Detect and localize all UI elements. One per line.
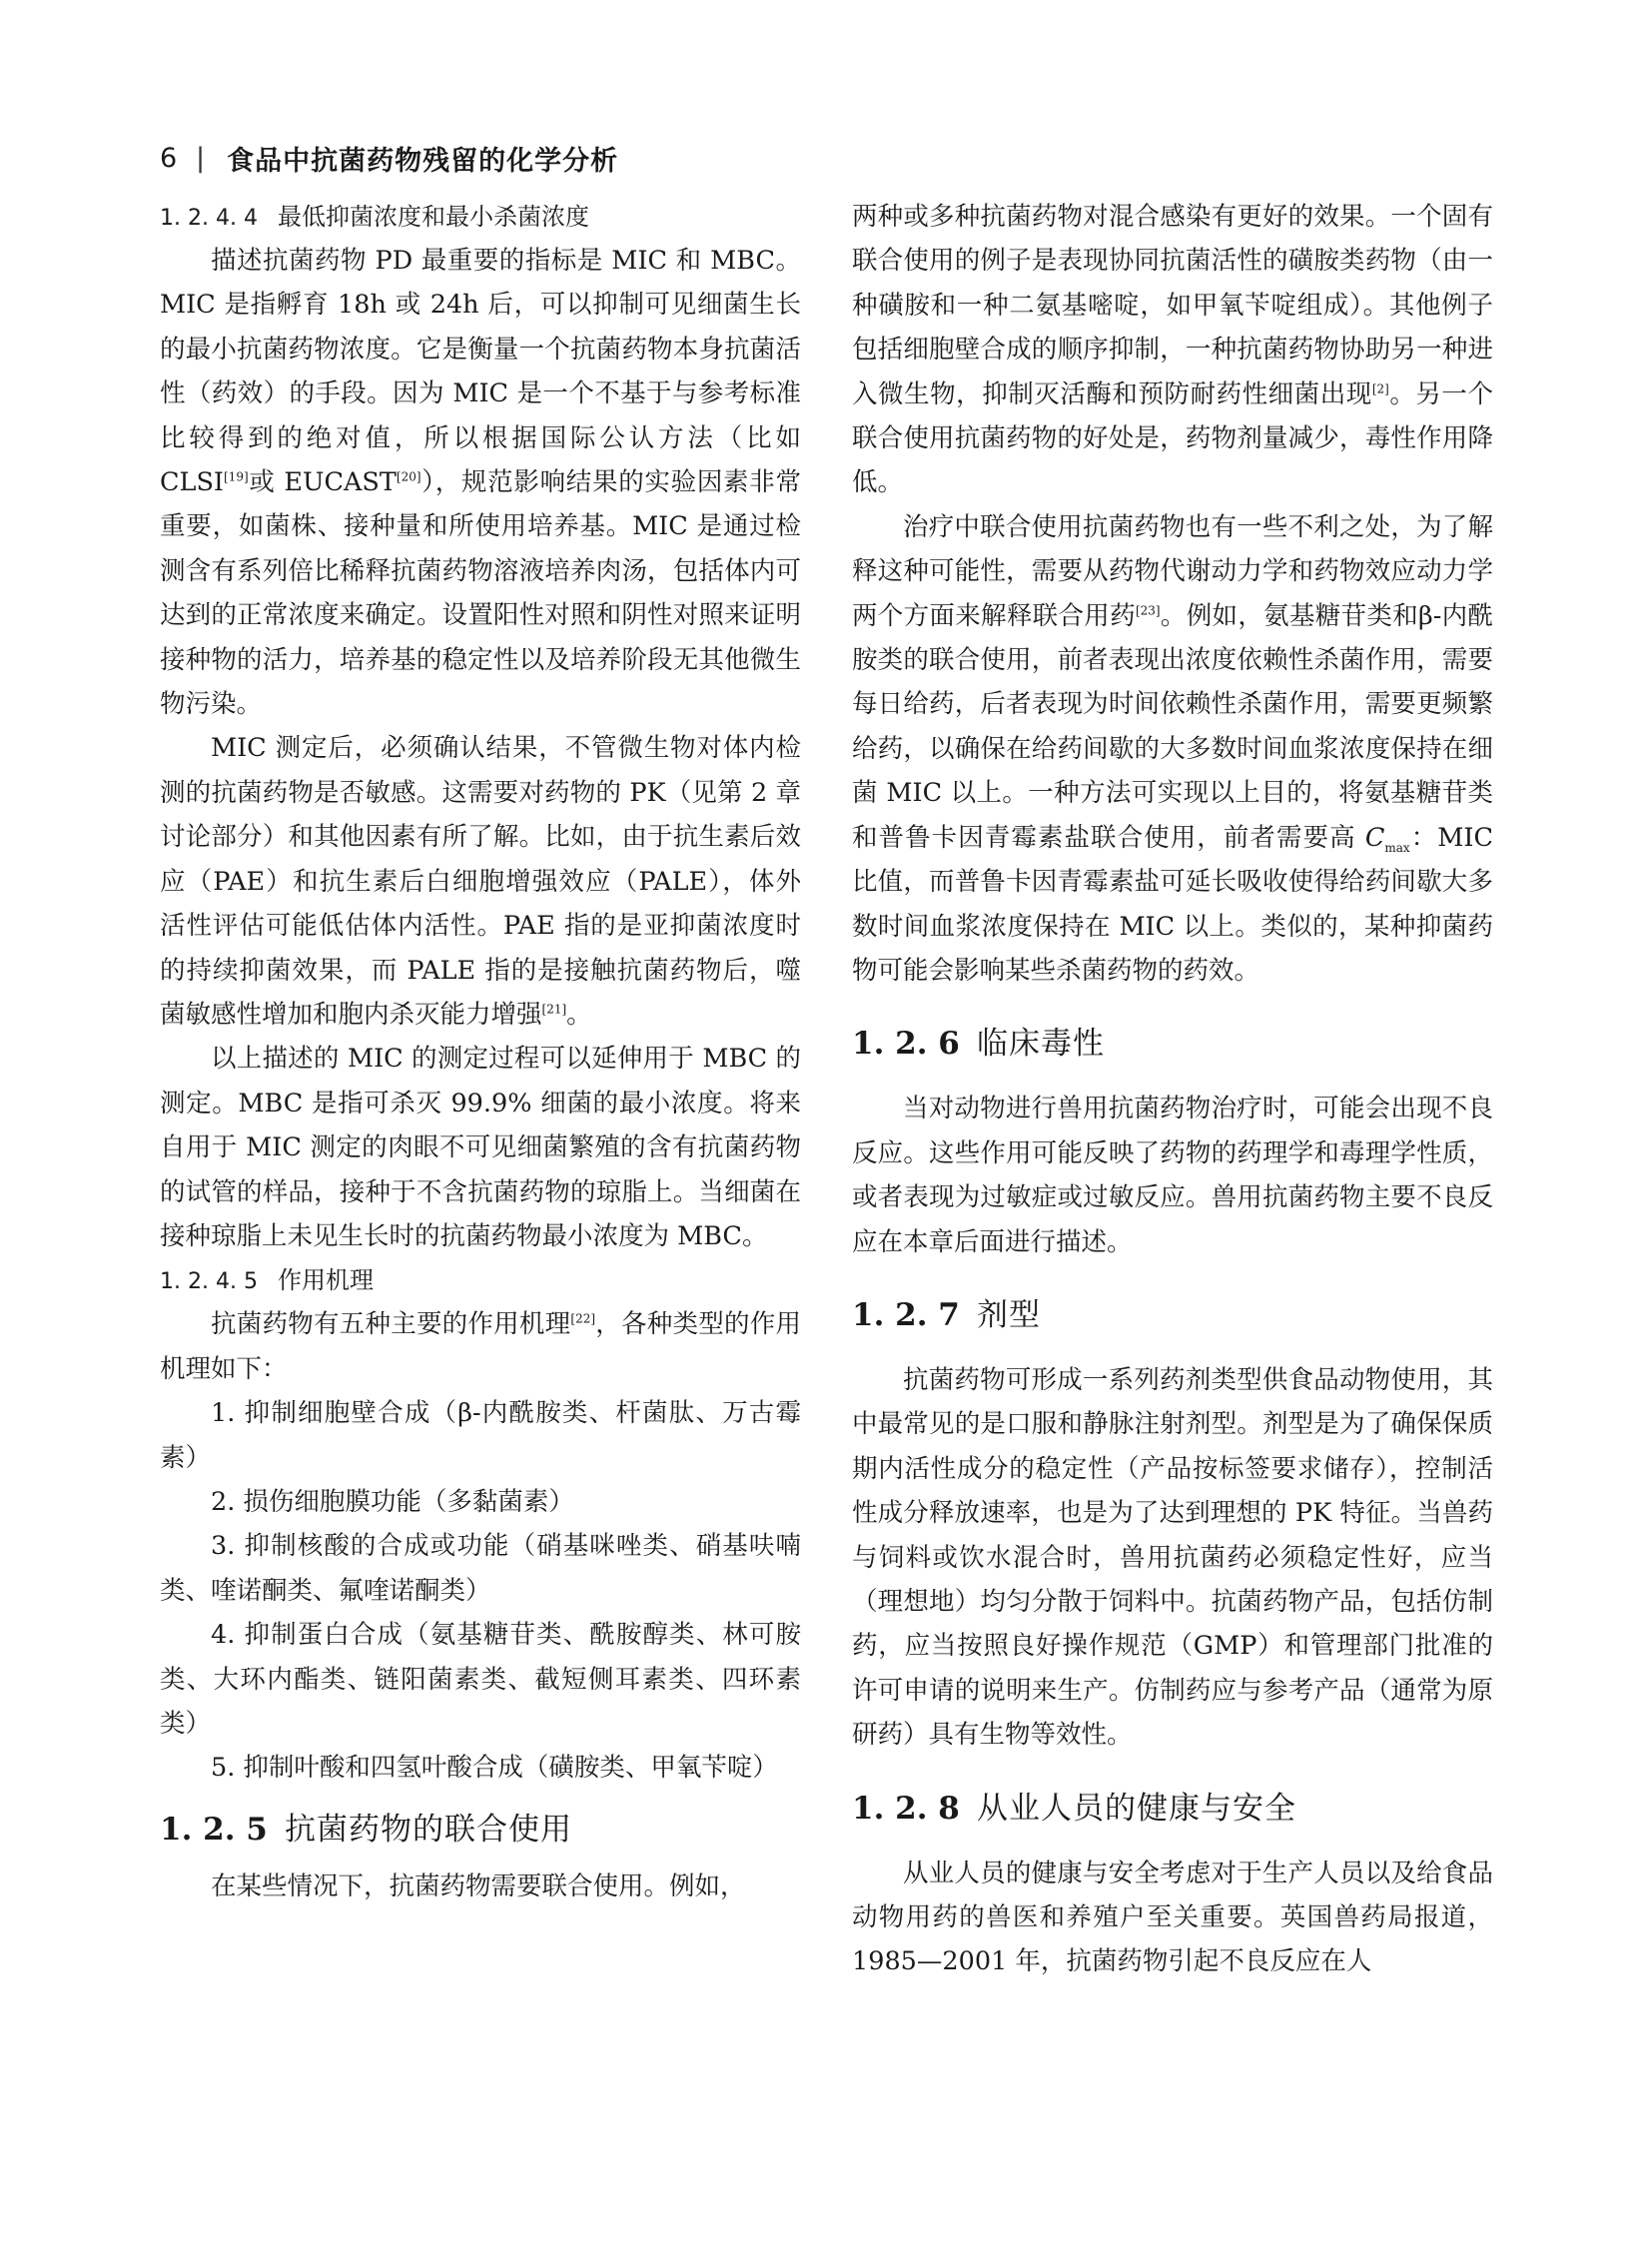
paragraph-mic-confirm: MIC 测定后，必须确认结果，不管微生物对体内检测的抗菌药物是否敏感。这需要对药物的 PK（见第 2 章讨论部分）和其他因素有所了解。比如，由于抗生素后效应（PAE）和抗生素后白细胞增强效应（PALE），体外活性评估可能低估体内活性。PAE 指的是亚抑菌浓度时的持续抑菌效果，而 PALE 指的是接触抗菌药物后，噬菌敏感性增加和胞内杀灭能力增强[21]。 [160,733,801,1030]
paragraph-combination: 在某些情况下，抗菌药物需要联合使用。例如， [211,1870,746,1901]
section-number: 1. 2. 7 [852,1296,960,1333]
heading-1-2-4-4 [160,195,801,239]
list-item: 5. 抑制叶酸和四氢叶酸合成（磺胺类、甲氧苄啶） [211,1753,778,1784]
citation: [20] [396,469,421,484]
section-title: 剂型 [977,1296,1041,1333]
running-header [160,138,618,178]
paragraph-occupational-safety: 从业人员的健康与安全考虑对于生产人员以及给食品动物用药的兽医和养殖户至关重要。英国兽药局报道，1985—2001 年，抗菌药物引起不良反应在人 [852,1858,1493,1977]
list-item: 4. 抑制蛋白合成（氨基糖苷类、酰胺醇类、林可胺类、大环内酯类、链阳菌素类、截短侧耳素类、四环素类） [160,1620,801,1739]
section-title: 从业人员的健康与安全 [977,1790,1296,1827]
list-item: 3. 抑制核酸的合成或功能（硝基咪唑类、硝基呋喃类、喹诺酮类、氟喹诺酮类） [160,1531,801,1606]
paragraph-combination-cont: 两种或多种抗菌药物对混合感染有更好的效果。一个固有联合使用的例子是表现协同抗菌活性的磺胺类药物（由一种磺胺和一种二氨基嘧啶，如甲氧苄啶组成）。其他例子包括细胞壁合成的顺序抑制，一种抗菌药物协助另一种进入微生物，抑制灭活酶和预防耐药性细菌出现[2]。另一个联合使用抗菌药物的好处是，药物剂量减少，毒性作用降低。 [852,202,1493,498]
section-title: 最低抑菌浓度和最小杀菌浓度 [278,203,589,231]
citation: [22] [570,1311,596,1326]
right-column [852,195,1493,1984]
list-item: 1. 抑制细胞壁合成（β-内酰胺类、杆菌肽、万古霉素） [160,1398,801,1473]
paragraph-combination-drawbacks: 治疗中联合使用抗菌药物也有一些不利之处，为了解释这种可能性，需要从药物代谢动力学和药物效应动力学两个方面来解释联合用药[23]。例如，氨基糖苷类和β-内酰胺类的联合使用，前者表现出浓度依赖性杀菌作用，需要每日给药，后者表现为时间依赖性杀菌作用，需要更频繁给药，以确保在给药间歇的大多数时间血浆浓度保持在细菌 MIC 以上。一种方法可实现以上目的，将氨基糖苷类和普鲁卡因青霉素盐联合使用，前者需要高 $C_{max}$：MIC 比值，而普鲁卡因青霉素盐可延长吸收使得给药间歇大多数时间血浆浓度保持在 MIC 以上。类似的，某种抑菌药物可能会影响某些杀菌药物的药效。 [852,511,1493,986]
section-number: 1. 2. 5 [160,1811,268,1848]
paragraph-mechanism: 抗菌药物有五种主要的作用机理[22]，各种类型的作用机理如下： [160,1309,801,1384]
citation: [2] [1371,381,1389,396]
paragraph-mbc: 以上描述的 MIC 的测定过程可以延伸用于 MBC 的测定。MBC 是指可杀灭 99.9% 细菌的最小浓度。将来自用于 MIC 测定的肉眼不可见细菌繁殖的含有抗菌药物的试管的样品，接种于不含抗菌药物的琼脂上。当细菌在接种琼脂上未见生长时的抗菌药物最小浓度为 MBC。 [160,1044,801,1251]
list-item: 2. 损伤细胞膜功能（多黏菌素） [211,1486,574,1517]
section-title: 抗菌药物的联合使用 [285,1811,572,1848]
header-separator: | [196,142,206,174]
heading-1-2-6 [852,1019,1493,1069]
citation: [19] [224,469,249,484]
heading-1-2-4-5 [160,1258,801,1302]
section-title: 作用机理 [278,1266,374,1295]
heading-1-2-5 [160,1805,801,1855]
paragraph-dosage-form: 抗菌药物可形成一系列药剂类型供食品动物使用，其中最常见的是口服和静脉注射剂型。剂型是为了确保保质期内活性成分的稳定性（产品按标签要求储存），控制活性成分释放速率，也是为了达到理想的 PK 特征。当兽药与饲料或饮水混合时，兽用抗菌药必须稳定性好，应当（理想地）均匀分散于饲料中。抗菌药物产品，包括仿制药，应当按照良好操作规范（GMP）和管理部门批准的许可申请的说明来生产。仿制药应与参考产品（通常为原研药）具有生物等效性。 [852,1364,1493,1751]
citation: [21] [541,1002,567,1017]
paragraph-mic-mbc: 描述抗菌药物 PD 最重要的指标是 MIC 和 MBC。MIC 是指孵育 18h 或 24h 后，可以抑制可见细菌生长的最小抗菌药物浓度。它是衡量一个抗菌药物本身抗菌活性（药效）的手段。因为 MIC 是一个不基于与参考标准比较得到的绝对值，所以根据国际公认方法（比如 CLSI[19]或 EUCAST[20]），规范影响结果的实验因素非常重要，如菌株、接种量和所使用培养基。MIC 是通过检测含有系列倍比稀释抗菌药物溶液培养肉汤，包括体内可达到的正常浓度来确定。设置阳性对照和阴性对照来证明接种物的活力，培养基的稳定性以及培养阶段无其他微生物污染。 [160,246,801,720]
heading-1-2-8 [852,1784,1493,1834]
citation: [23] [1135,603,1161,618]
paragraph-toxicity: 当对动物进行兽用抗菌药物治疗时，可能会出现不良反应。这些作用可能反映了药物的药理学和毒理学性质，或者表现为过敏症或过敏反应。兽用抗菌药物主要不良反应在本章后面进行描述。 [852,1094,1493,1257]
heading-1-2-7 [852,1290,1493,1340]
page-number: 6 [160,142,178,174]
section-number: 1. 2. 8 [852,1790,960,1827]
section-number: 1. 2. 6 [852,1026,960,1063]
section-number: 1. 2. 4. 5 [160,1269,258,1295]
left-column [160,195,801,1908]
book-title: 食品中抗菌药物残留的化学分析 [227,145,619,177]
section-number: 1. 2. 4. 4 [160,206,258,231]
section-title: 临床毒性 [977,1026,1105,1063]
